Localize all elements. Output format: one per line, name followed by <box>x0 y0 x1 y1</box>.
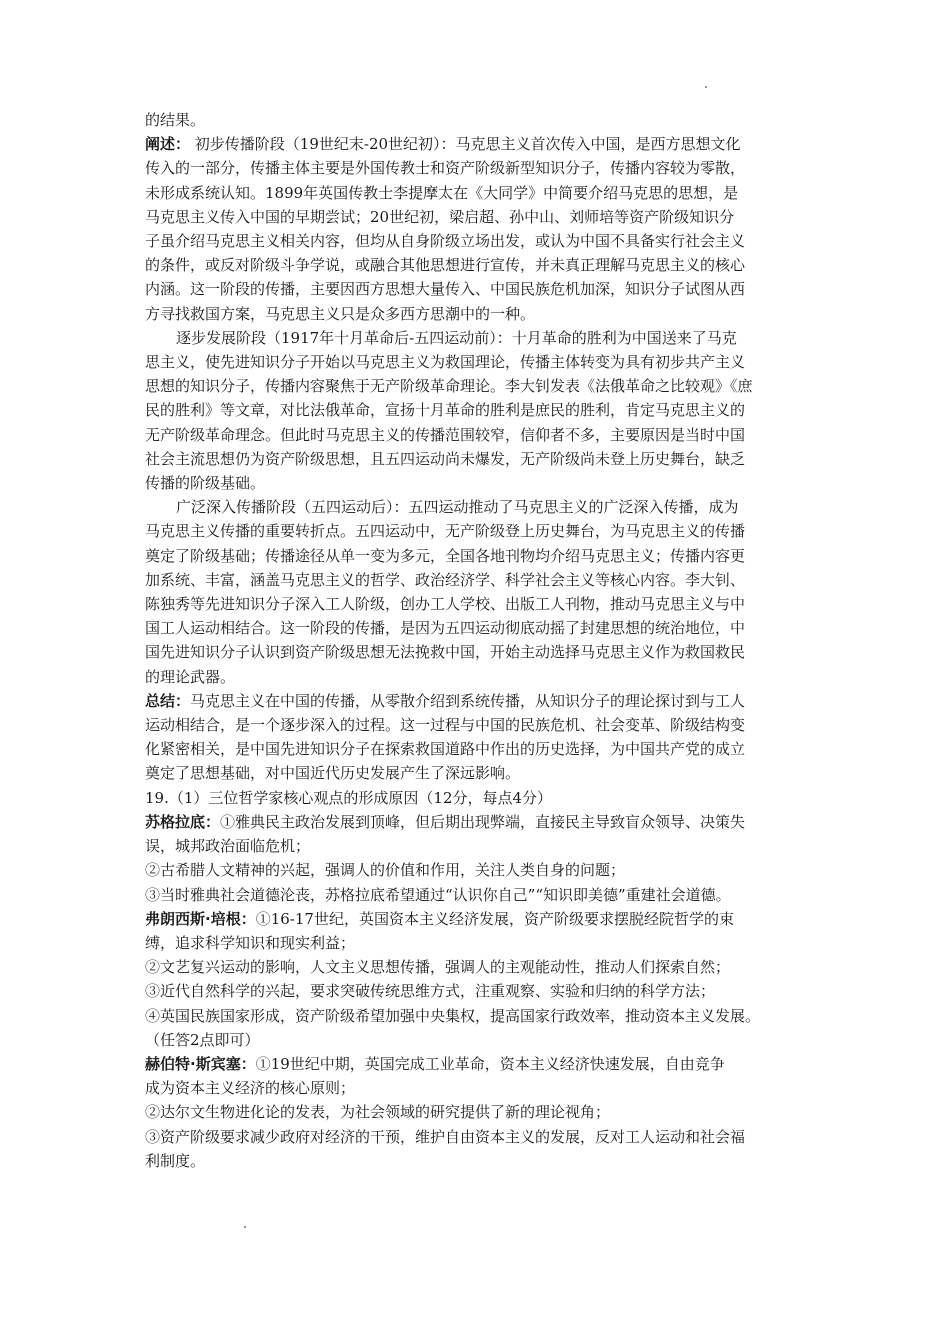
line-text: 国工人运动相结合。这一阶段的传播，是因为五四运动彻底动摇了封建思想的统治地位，中 <box>145 619 746 638</box>
text-line <box>145 1028 810 1052</box>
line-text: 误，城邦政治面临危机； <box>145 837 311 856</box>
section-label: 赫伯特·斯宾塞： <box>145 1054 256 1073</box>
text-line <box>145 181 810 205</box>
line-text: ④英国民族国家形成，资产阶级希望加强中央集权，提高国家行政效率，推动资本主义发展。 <box>145 1006 761 1025</box>
text-line <box>145 665 810 689</box>
line-text: ①雅典民主政治发展到顶峰，但后期出现弊端，直接民主导致盲众领导、决策失 <box>220 812 746 831</box>
line-text: ②达尔文生物进化论的发表，为社会领域的研究提供了新的理论视角； <box>145 1103 611 1122</box>
line-text: 运动相结合，是一个逐步深入的过程。这一过程与中国的民族危机、社会变革、阶级结构变 <box>145 716 746 735</box>
line-text: ③资产阶级要求减少政府对经济的干预，维护自由资本主义的发展，反对工人运动和社会福 <box>145 1127 746 1146</box>
line-text: 马克思主义传播的重要转折点。五四运动中，无产阶级登上历史舞台，为马克思主义的传播 <box>145 522 746 541</box>
line-text: 思主义，使先进知识分子开始以马克思主义为救国理论，传播主体转变为具有初步共产主义 <box>145 353 746 372</box>
text-line <box>145 277 810 301</box>
text-line <box>145 398 810 422</box>
line-text: 缚，追求科学知识和现实利益； <box>145 933 356 952</box>
text-line <box>145 471 810 495</box>
text-line <box>145 979 810 1003</box>
line-text: 马克思主义在中国的传播，从零散介绍到系统传播，从知识分子的理论探讨到与工人 <box>190 691 746 710</box>
text-line <box>145 689 810 713</box>
text-line <box>145 883 810 907</box>
text-line <box>145 713 810 737</box>
line-text: 方寻找救国方案，马克思主义只是众多西方思潮中的一种。 <box>145 304 536 323</box>
text-line <box>145 737 810 761</box>
text-line <box>145 786 810 810</box>
text-line <box>145 447 810 471</box>
line-text: 逐步发展阶段（1917年十月革命后-五四运动前）：十月革命的胜利为中国送来了马克 <box>176 328 737 347</box>
line-text: 的结果。 <box>145 111 206 129</box>
text-line <box>145 350 810 374</box>
text-line <box>145 205 810 229</box>
line-text: 化紧密相关，是中国先进知识分子在探索救国道路中作出的历史选择，为中国共产党的成立 <box>145 740 746 759</box>
line-text: 陈独秀等先进知识分子深入工人阶级，创办工人学校、出版工人刊物，推动马克思主义与中 <box>145 595 746 614</box>
text-line <box>145 1076 810 1100</box>
text-line <box>145 858 810 882</box>
text-line <box>145 374 810 398</box>
text-line <box>145 568 810 592</box>
text-line <box>145 544 810 568</box>
text-line <box>145 955 810 979</box>
line-text: 子虽介绍马克思主义相关内容，但均从自身阶级立场出发，或认为中国不具备实行社会主义 <box>145 232 746 251</box>
line-text: 广泛深入传播阶段（五四运动后）：五四运动推动了马克思主义的广泛深入传播，成为 <box>176 498 739 517</box>
page-mark-dot <box>705 86 707 88</box>
text-line <box>145 302 810 326</box>
line-text: 奠定了阶级基础；传播途径从单一变为多元，全国各地刊物均介绍马克思主义；传播内容更 <box>145 546 746 565</box>
line-text: 的理论武器。 <box>145 667 236 686</box>
text-line <box>145 616 810 640</box>
line-text: 利制度。 <box>145 1151 206 1170</box>
document-body <box>145 108 810 1173</box>
text-line <box>145 907 810 931</box>
text-line <box>145 108 810 132</box>
section-label: 苏格拉底： <box>145 812 221 831</box>
text-line <box>145 761 810 785</box>
text-line <box>145 495 810 519</box>
text-line <box>145 423 810 447</box>
text-line <box>145 229 810 253</box>
line-text: 国先进知识分子认识到资产阶级思想无法挽救中国，开始主动选择马克思主义作为救国救民 <box>145 643 746 662</box>
text-line <box>145 640 810 664</box>
text-line <box>145 519 810 543</box>
line-text: 思想的知识分子，传播内容聚焦于无产阶级革命理论。李大钊发表《法俄革命之比较观》《庶 <box>145 377 753 396</box>
line-text: 民的胜利》等文章，对比法俄革命，宣扬十月革命的胜利是庶民的胜利，肯定马克思主义的 <box>145 401 746 420</box>
line-text: ③近代自然科学的兴起，要求突破传统思维方式，注重观察、实验和归纳的科学方法； <box>145 982 716 1001</box>
text-line <box>145 253 810 277</box>
text-line <box>145 1004 810 1028</box>
text-line <box>145 156 810 180</box>
line-text: 马克思主义传入中国的早期尝试；20世纪初，梁启超、孙中山、刘师培等资产阶级知识分 <box>145 207 735 226</box>
line-text: ①16-17世纪，英国资本主义经济发展，资产阶级要求摆脱经院哲学的束 <box>255 909 734 928</box>
text-line <box>145 810 810 834</box>
section-label: 总结： <box>145 691 191 710</box>
line-text: 内涵。这一阶段的传播，主要因西方思想大量传入、中国民族危机加深，知识分子试图从西 <box>145 280 746 299</box>
line-text: 19.（1）三位哲学家核心观点的形成原因（12分，每点4分） <box>145 788 553 807</box>
line-text: （任答2点即可） <box>145 1030 260 1049</box>
line-text: 的条件，或反对阶级斗争学说，或融合其他思想进行宣传，并未真正理解马克思主义的核心 <box>145 256 746 275</box>
line-text: ②文艺复兴运动的影响，人文主义思想传播，强调人的主观能动性，推动人们探索自然； <box>145 958 731 977</box>
text-line <box>145 132 810 156</box>
text-line <box>145 1149 810 1173</box>
text-line <box>145 326 810 350</box>
section-label: 弗朗西斯·培根： <box>145 909 256 928</box>
text-line <box>145 1052 810 1076</box>
line-text: ①19世纪中期，英国完成工业革命，资本主义经济快速发展，自由竞争 <box>255 1054 725 1073</box>
text-line <box>145 592 810 616</box>
line-text: 无产阶级革命理念。但此时马克思主义的传播范围较窄，信仰者不多，主要原因是当时中国 <box>145 425 746 444</box>
line-text: 加系统、丰富，涵盖马克思主义的哲学、政治经济学、科学社会主义等核心内容。李大钊、 <box>145 570 746 589</box>
line-text: 传入的一部分，传播主体主要是外国传教士和资产阶级新型知识分子，传播内容较为零散， <box>145 159 746 178</box>
line-text: 初步传播阶段（19世纪末-20世纪初）：马克思主义首次传入中国，是西方思想文化 <box>190 135 741 154</box>
line-text: 社会主流思想仍为资产阶级思想，且五四运动尚未爆发，无产阶级尚未登上历史舞台，缺乏 <box>145 449 746 468</box>
line-text: 未形成系统认知。1899年英国传教士李提摩太在《大同学》中简要介绍马克思的思想，是 <box>145 183 739 202</box>
line-text: 传播的阶级基础。 <box>145 474 266 493</box>
text-line <box>145 1100 810 1124</box>
line-text: 成为资本主义经济的核心原则； <box>145 1079 356 1098</box>
text-line <box>145 931 810 955</box>
text-line <box>145 1125 810 1149</box>
text-line <box>145 834 810 858</box>
line-text: 奠定了思想基础，对中国近代历史发展产生了深远影响。 <box>145 764 521 783</box>
line-text: ②古希腊人文精神的兴起，强调人的价值和作用，关注人类自身的问题； <box>145 861 626 880</box>
line-text: ③当时雅典社会道德沦丧，苏格拉底希望通过“认识你自己”“知识即美德”重建社会道德。 <box>145 885 731 904</box>
section-label: 阐述： <box>145 135 191 154</box>
page-mark-dot <box>244 1226 246 1228</box>
